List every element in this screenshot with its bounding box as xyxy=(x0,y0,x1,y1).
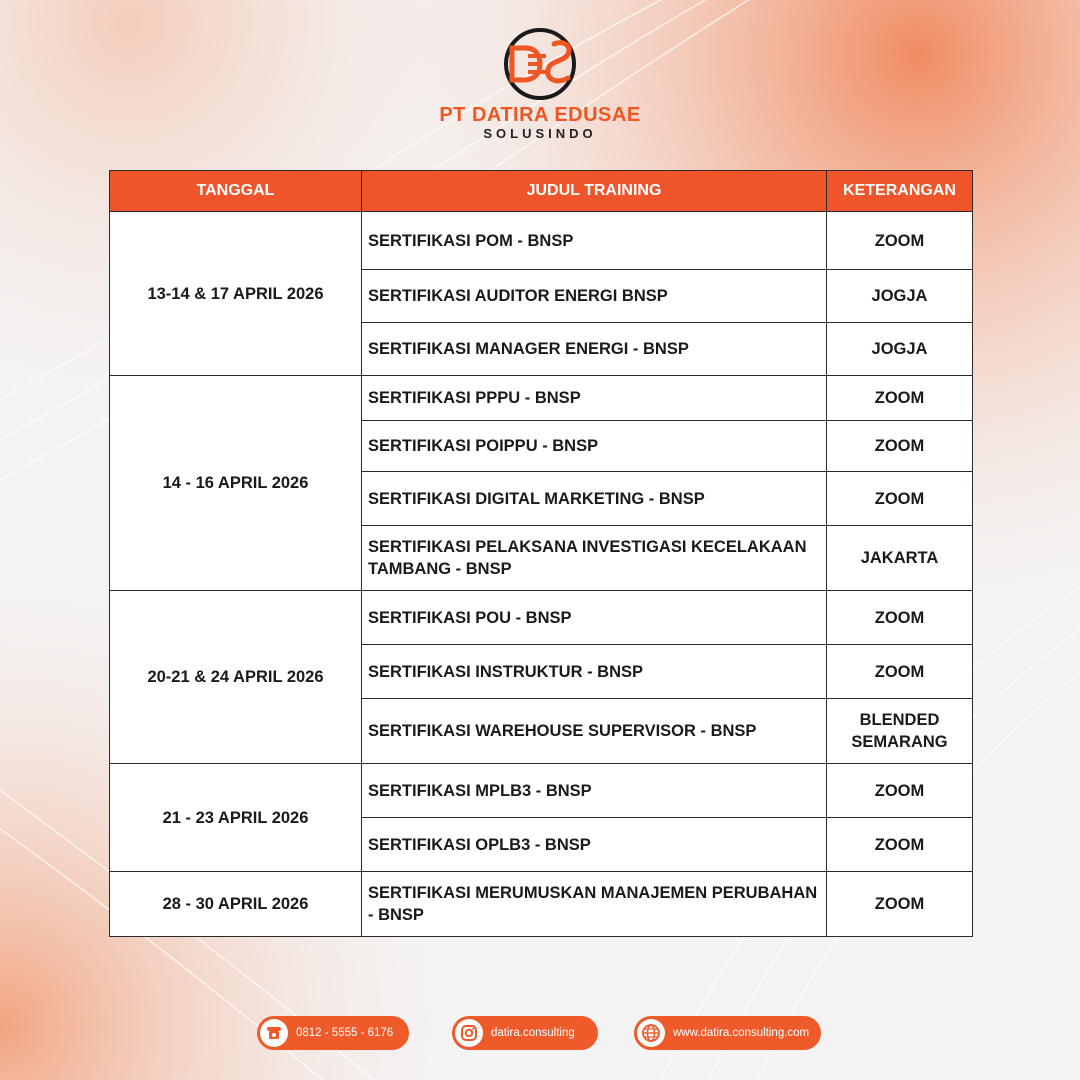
header-keterangan: KETERANGAN xyxy=(827,171,973,212)
company-subname: SOLUSINDO xyxy=(483,126,597,141)
training-title: SERTIFIKASI AUDITOR ENERGI BNSP xyxy=(362,270,827,323)
training-location: ZOOM xyxy=(827,764,973,818)
phone-pill[interactable] xyxy=(257,1016,409,1050)
training-title: SERTIFIKASI WAREHOUSE SUPERVISOR - BNSP xyxy=(362,699,827,764)
website-url: www.datira.consulting.com xyxy=(673,1027,810,1039)
training-location: ZOOM xyxy=(827,645,973,699)
training-location: JOGJA xyxy=(827,270,973,323)
training-location: ZOOM xyxy=(827,472,973,526)
training-location: ZOOM xyxy=(827,591,973,645)
instagram-pill[interactable] xyxy=(452,1016,598,1050)
phone-number: 0812 - 5555 - 6176 xyxy=(296,1027,394,1039)
globe-icon xyxy=(637,1019,665,1047)
instagram-handle: datira.consulting xyxy=(491,1027,575,1039)
training-title: SERTIFIKASI PELAKSANA INVESTIGASI KECELAKAAN TAMBANG - BNSP xyxy=(362,526,827,591)
date-cell: 13-14 & 17 APRIL 2026 xyxy=(110,212,362,376)
training-title: SERTIFIKASI POM - BNSP xyxy=(362,212,827,270)
training-title: SERTIFIKASI MPLB3 - BNSP xyxy=(362,764,827,818)
table-row xyxy=(110,764,973,818)
header-judul-training: JUDUL TRAINING xyxy=(362,171,827,212)
training-title: SERTIFIKASI POU - BNSP xyxy=(362,591,827,645)
training-title: SERTIFIKASI OPLB3 - BNSP xyxy=(362,818,827,872)
date-cell: 14 - 16 APRIL 2026 xyxy=(110,376,362,591)
instagram-icon xyxy=(455,1019,483,1047)
training-location: ZOOM xyxy=(827,818,973,872)
training-location: ZOOM xyxy=(827,376,973,421)
table-row xyxy=(110,591,973,645)
training-location: BLENDED SEMARANG xyxy=(827,699,973,764)
date-cell: 28 - 30 APRIL 2026 xyxy=(110,872,362,937)
training-title: SERTIFIKASI MANAGER ENERGI - BNSP xyxy=(362,323,827,376)
date-cell: 21 - 23 APRIL 2026 xyxy=(110,764,362,872)
training-location: ZOOM xyxy=(827,421,973,472)
table-row xyxy=(110,212,973,270)
training-location: ZOOM xyxy=(827,872,973,937)
table-row xyxy=(110,376,973,421)
table-row xyxy=(110,872,973,937)
logo-mark-icon xyxy=(502,26,578,102)
date-cell: 20-21 & 24 APRIL 2026 xyxy=(110,591,362,764)
company-logo xyxy=(0,26,1080,142)
training-schedule-table xyxy=(109,170,973,937)
phone-icon xyxy=(260,1019,288,1047)
training-title: SERTIFIKASI MERUMUSKAN MANAJEMEN PERUBAHAN - BNSP xyxy=(362,872,827,937)
training-location: ZOOM xyxy=(827,212,973,270)
company-name: PT DATIRA EDUSAE xyxy=(439,104,641,126)
training-title: SERTIFIKASI PPPU - BNSP xyxy=(362,376,827,421)
training-title: SERTIFIKASI INSTRUKTUR - BNSP xyxy=(362,645,827,699)
training-location: JOGJA xyxy=(827,323,973,376)
training-location: JAKARTA xyxy=(827,526,973,591)
training-title: SERTIFIKASI POIPPU - BNSP xyxy=(362,421,827,472)
contact-footer xyxy=(0,1016,1080,1052)
table-header-row xyxy=(110,171,973,212)
training-title: SERTIFIKASI DIGITAL MARKETING - BNSP xyxy=(362,472,827,526)
header-tanggal: TANGGAL xyxy=(110,171,362,212)
website-pill[interactable] xyxy=(634,1016,821,1050)
